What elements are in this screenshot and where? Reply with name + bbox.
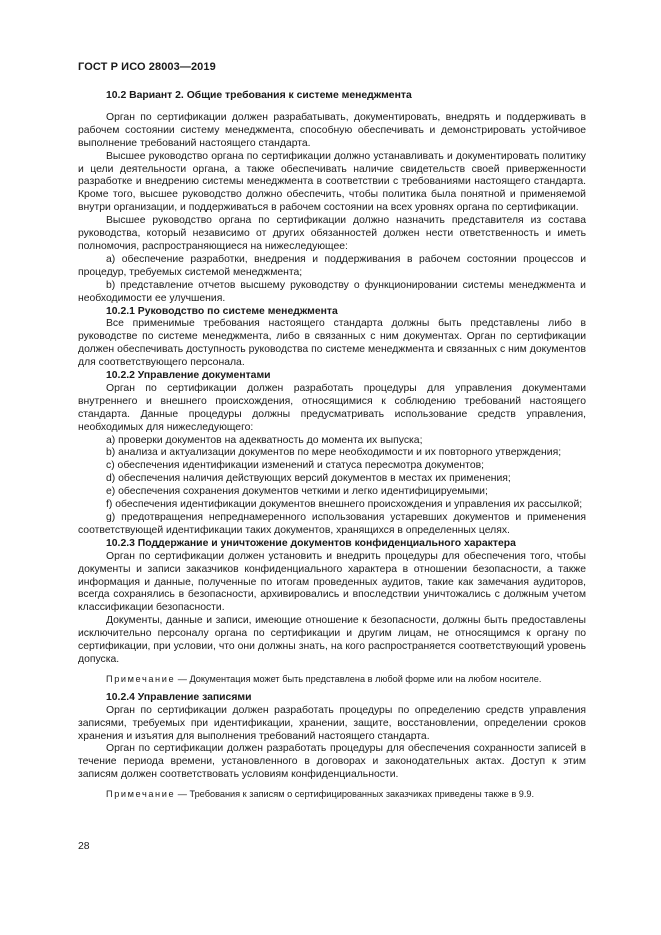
list-item: e) обеспечения сохранения документов четкими и легко идентифицируемыми;: [106, 486, 488, 498]
note: [78, 788, 586, 801]
list-item: d) обеспечения наличия действующих версий документов в местах их применения;: [106, 473, 511, 485]
note-text: — Требования к записям о сертифицированных заказчиках приведены также в 9.9.: [175, 789, 535, 800]
document-header: ГОСТ Р ИСО 28003—2019: [78, 61, 216, 73]
page-number: 28: [78, 841, 90, 852]
section-heading-10-2-3: 10.2.3 Поддержание и уничтожение документов конфиденциального характера: [106, 537, 516, 549]
paragraph: Документы, данные и записи, имеющие отношение к безопасности, должны быть предоставлены исключительно персоналу органа по сертификации и другим лицам, не относящимся к органу по сертификации, при условии, что они должны знать, на кого распространяется соответствующий уровень допуска.: [78, 615, 586, 665]
note: [78, 673, 586, 686]
paragraph: Все применимые требования настоящего стандарта должны быть представлены либо в руководстве по системе менеджмента, либо в связанных с ним документах. Орган по сертификации должен обеспечивать доступность руководства по системе менеджмента и связанных с ним документов для соответствующего персонала.: [78, 318, 586, 369]
paragraph: Орган по сертификации должен разработать процедуры по определению средств управления записями, требуемых при идентификации, хранении, защите, восстановлении, определении сроков хранения и изъятия для выполнения требований настоящего стандарта.: [78, 704, 586, 742]
document-body: [78, 90, 586, 807]
list-item: b) анализа и актуализации документов по мере необходимости и их повторного утверждения;: [106, 447, 562, 459]
list-item: a) проверки документов на адекватность до момента их выпуска;: [106, 434, 423, 446]
list-item: a) обеспечение разработки, внедрения и поддерживания в рабочем состоянии процессов и процедур, требуемых системой менеджмента;: [78, 253, 586, 278]
paragraph: Орган по сертификации должен установить и внедрить процедуры для обеспечения того, чтобы документы и записи заказчиков конфиденциального характера в отношении безопасности, а также информация и данные, полученные по итогам проведенных аудитов, такие как замечания аудиторов, всегда сохранялись в безопасности, архивировались и впоследствии уничтожались с должным учетом классификации безопасности.: [78, 550, 586, 614]
list-item: b) представление отчетов высшему руководству о функционировании системы менеджмента и необходимости ее улучшения.: [78, 279, 586, 304]
note-label: Примечание: [106, 789, 176, 800]
list-item: g) предотвращения непреднамеренного использования устаревших документов и применения соответствующей идентификации таких документов, хранящихся в определенных целях.: [78, 512, 586, 536]
paragraph: Орган по сертификации должен разрабатывать, документировать, внедрять и поддерживать в рабочем состоянии систему менеджмента, способную обеспечивать и демонстрировать устойчивое выполнение требований настоящего стандарта.: [78, 111, 586, 149]
paragraph: Орган по сертификации должен разработать процедуры для обеспечения сохранности записей в течение периода времени, установленного в договорах и законодательных актах. Доступ к этим записям должен соответствовать условиям конфиденциальности.: [78, 743, 586, 781]
section-heading-10-2-1: 10.2.1 Руководство по системе менеджмента: [106, 305, 338, 317]
section-heading-10-2-4: 10.2.4 Управление записями: [106, 691, 252, 703]
note-text: — Документация может быть представлена в любой форме или на любом носителе.: [175, 673, 542, 684]
paragraph: Орган по сертификации должен разработать процедуры для управления документами внутреннего и внешнего происхождения, относящимися к соблюдению требований настоящего стандарта. Данные процедуры должны предусматривать использование средств управления, необходимых для нижеследующего:: [78, 382, 586, 433]
list-item: f) обеспечения идентификации документов внешнего происхождения и управления их рассылкой;: [106, 499, 583, 511]
paragraph: Высшее руководство органа по сертификации должно устанавливать и документировать политику и цели деятельности органа, а также обеспечивать наличие свидетельств своей приверженности разработке и внедрению системы менеджмента в соответствии с требованиями настоящего стандарта. Кроме того, высшее руководство должно обеспечить, чтобы политика была понятной и применяемой внутри организации, и поддерживаться в рабочем состоянии на всех уровнях органа по сертификации.: [78, 150, 586, 214]
section-heading-10-2: 10.2 Вариант 2. Общие требования к системе менеджмента: [106, 90, 412, 101]
note-label: Примечание: [106, 673, 176, 684]
section-heading-10-2-2: 10.2.2 Управление документами: [106, 370, 271, 382]
paragraph: Высшее руководство органа по сертификации должно назначить представителя из состава руководства, который независимо от других обязанностей должен нести ответственность и иметь полномочия, распространяющиеся на нижеследующее:: [78, 215, 586, 252]
list-item: c) обеспечения идентификации изменений и статуса пересмотра документов;: [106, 460, 484, 472]
